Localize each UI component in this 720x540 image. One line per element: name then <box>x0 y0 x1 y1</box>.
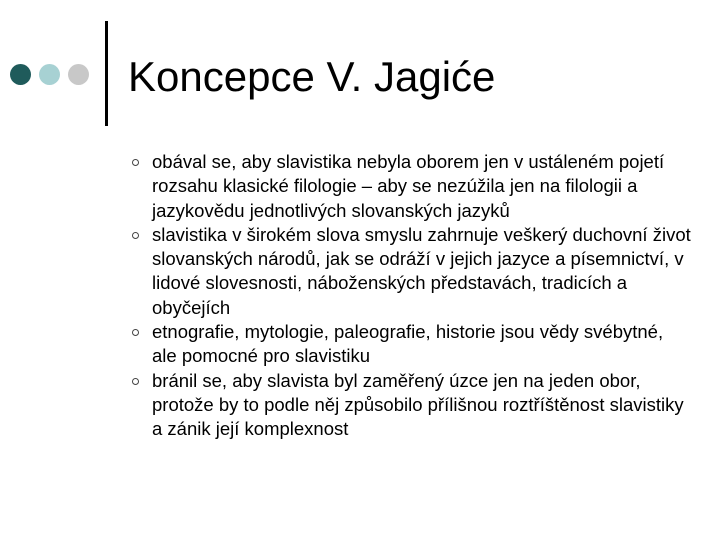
gray-dot-icon <box>68 64 89 85</box>
dark-teal-dot-icon <box>10 64 31 85</box>
bullet-text: obával se, aby slavistika nebyla oborem jen v ustáleném pojetí rozsahu klasické filologie – aby se nezúžila jen na filologii a jazykovědu jednotlivých slovanských jazyků <box>152 151 665 221</box>
hollow-circle-bullet-icon <box>132 329 139 336</box>
decorative-dots <box>10 64 100 86</box>
bullet-item <box>132 223 692 320</box>
bullet-text: etnografie, mytologie, paleografie, historie jsou vědy svébytné, ale pomocné pro slavistiku <box>152 321 664 367</box>
hollow-circle-bullet-icon <box>132 232 139 239</box>
hollow-circle-bullet-icon <box>132 159 139 166</box>
title-divider-line <box>105 21 108 126</box>
bullet-list <box>132 150 692 442</box>
bullet-item <box>132 320 692 369</box>
bullet-item <box>132 369 692 442</box>
bullet-text: slavistika v širokém slova smyslu zahrnuje veškerý duchovní život slovanských národů, jak se odráží v jejich jazyce a písemnictví, v lidové slovesnosti, náboženských představách, tradicích a obyčejích <box>152 223 691 318</box>
bullet-text: bránil se, aby slavista byl zaměřený úzce jen na jeden obor, protože by to podle něj způsobilo přílišnou roztříštěnost slavistiky a zánik její komplexnost <box>152 369 684 440</box>
hollow-circle-bullet-icon <box>132 378 139 385</box>
slide-title: Koncepce V. Jagiće <box>128 53 496 100</box>
bullet-item <box>132 150 692 223</box>
light-teal-dot-icon <box>39 64 60 85</box>
